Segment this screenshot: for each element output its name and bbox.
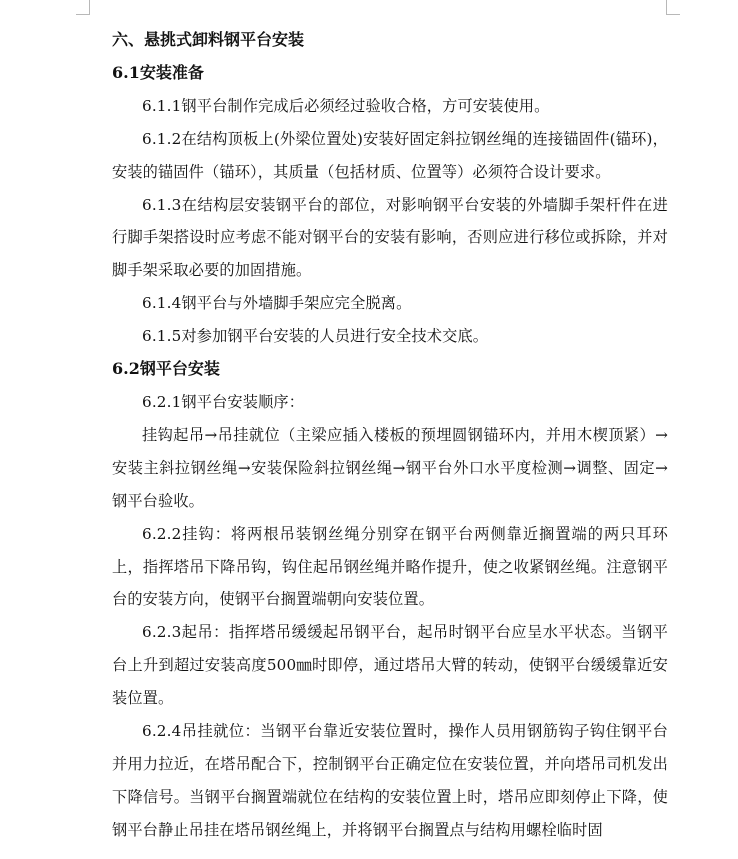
crop-mark-top-left-horizontal (76, 14, 90, 15)
paragraph: 6.1.5对参加钢平台安装的人员进行安全技术交底。 (142, 327, 489, 346)
paragraph: 6.2.1钢平台安装顺序： (142, 392, 305, 411)
paragraph: 6.1.4钢平台与外墙脚手架应完全脱离。 (142, 294, 412, 313)
paragraph: 挂钩起吊→吊挂就位（主梁应插入楼板的预埋圆钢锚环内，并用木楔顶紧）→安装主斜拉钢丝绳→安装保险斜拉钢丝绳→钢平台外口水平度检测→调整、固定→钢平台验收。 (112, 425, 668, 510)
crop-mark-top-right-vertical (666, 0, 667, 14)
subsection-heading: 6.1安装准备 (112, 62, 204, 82)
paragraph: 6.2.2挂钩：将两根吊装钢丝绳分别穿在钢平台两侧靠近搁置端的两只耳环上，指挥塔吊下降吊钩，钩住起吊钢丝绳并略作提升，使之收紧钢丝绳。注意钢平台的安装方向，使钢平台搁置端朝向安装位置。 (112, 524, 668, 609)
paragraph: 6.1.2在结构顶板上(外梁位置处)安装好固定斜拉钢丝绳的连接锚固件(锚环)，安装的锚固件（锚环），其质量（包括材质、位置等）必须符合设计要求。 (112, 129, 668, 181)
section-heading: 六、悬挑式卸料钢平台安装 (112, 30, 305, 49)
crop-mark-top-left-vertical (89, 0, 90, 14)
paragraph: 6.1.1钢平台制作完成后必须经过验收合格，方可安装使用。 (142, 96, 550, 115)
subsection-heading: 6.2钢平台安装 (112, 359, 220, 379)
document-body (112, 24, 668, 847)
paragraph: 6.1.3在结构层安装钢平台的部位，对影响钢平台安装的外墙脚手架杆件在进行脚手架搭设时应考虑不能对钢平台的安装有影响，否则应进行移位或拆除，并对脚手架采取必要的加固措施。 (112, 195, 668, 280)
paragraph: 6.2.4吊挂就位：当钢平台靠近安装位置时，操作人员用钢筋钩子钩住钢平台并用力拉近，在塔吊配合下，控制钢平台正确定位在安装位置，并向塔吊司机发出下降信号。当钢平台搁置端就位在结构的安装位置上时，塔吊应即刻停止下降，使钢平台静止吊挂在塔吊钢丝绳上，并将钢平台搁置点与结构用螺栓临时固 (112, 722, 668, 839)
paragraph: 6.2.3起吊：指挥塔吊缓缓起吊钢平台，起吊时钢平台应呈水平状态。当钢平台上升到超过安装高度500㎜时即停，通过塔吊大臂的转动，使钢平台缓缓靠近安装位置。 (112, 623, 668, 708)
crop-mark-top-right-horizontal (666, 14, 680, 15)
